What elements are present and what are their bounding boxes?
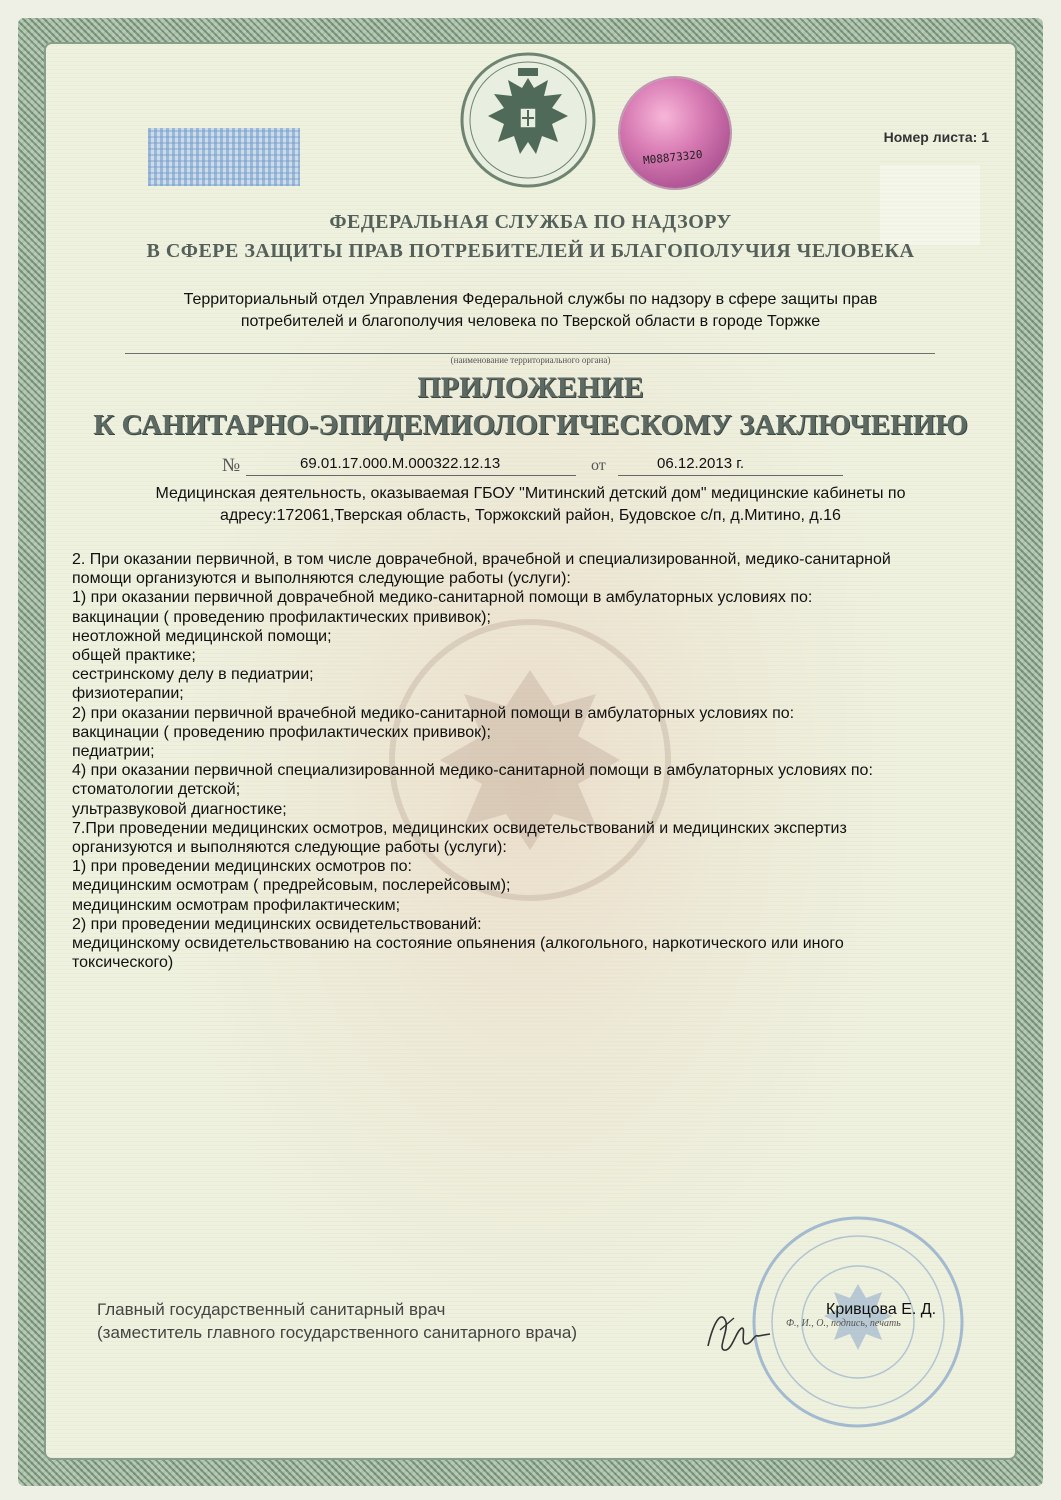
document-subtitle: К САНИТАРНО-ЭПИДЕМИОЛОГИЧЕСКОМУ ЗАКЛЮЧЕНИЮ [93, 409, 968, 441]
hologram-seal [620, 78, 730, 188]
service-line: медицинским осмотрам ( предрейсовым, послерейсовым); [72, 877, 511, 895]
sheet-number: Номер листа: 1 [883, 129, 989, 145]
agency-title-line2: В СФЕРЕ ЗАЩИТЫ ПРАВ ПОТРЕБИТЕЛЕЙ И БЛАГОПОЛУЧИЯ ЧЕЛОВЕКА [146, 240, 915, 262]
number-underline [246, 475, 576, 476]
position-line: (заместитель главного государственного санитарного врача) [97, 1323, 577, 1342]
service-line: неотложной медицинской помощи; [72, 627, 332, 645]
divider-line [125, 353, 935, 354]
service-line: ультразвуковой диагностике; [72, 800, 287, 818]
service-line: помощи организуются и выполняются следующие работы (услуги): [72, 570, 571, 588]
service-line: 1) при проведении медицинских осмотров по: [72, 858, 412, 876]
service-line: физиотерапии; [72, 685, 184, 703]
service-line: 2) при оказании первичной врачебной медико-санитарной помощи в амбулаторных условиях по: [72, 704, 795, 722]
service-line: стоматологии детской; [72, 781, 241, 799]
signer-name: Кривцова Е. Д. [826, 1301, 937, 1318]
territorial-line: Территориальный отдел Управления Федеральной службы по надзору в сфере защиты прав [183, 291, 878, 308]
number-sign: № [222, 455, 241, 476]
service-line: общей практике; [72, 647, 196, 665]
security-hologram-strip [148, 128, 300, 186]
service-line: сестринскому делу в педиатрии; [72, 666, 314, 684]
service-line: педиатрии; [72, 743, 155, 761]
service-line: 4) при оказании первичной специализированной медико-санитарной помощи в амбулаторных условиях по: [72, 762, 873, 780]
service-line: медицинским осмотрам профилактическим; [72, 896, 401, 914]
reference-row [0, 455, 1061, 479]
coat-of-arms-emblem [458, 50, 598, 190]
handwritten-signature [700, 1300, 790, 1360]
service-line: медицинскому освидетельствованию на состояние опьянения (алкогольного, наркотического или иного [72, 935, 844, 953]
activity-line: Медицинская деятельность, оказываемая ГБОУ "Митинский детский дом" медицинские кабинеты по [155, 485, 906, 502]
activity-description [78, 483, 983, 527]
services-list [72, 550, 992, 972]
service-line: 1) при оказании первичной доврачебной медико-санитарной помощи в амбулаторных условиях по: [72, 589, 813, 607]
conclusion-date: 06.12.2013 г. [657, 455, 745, 472]
activity-line: адресу:172061,Тверская область, Торжокский район, Будовское с/п, д.Митино, д.16 [220, 507, 841, 524]
service-line: 2) при проведении медицинских освидетельствований: [72, 915, 482, 933]
hologram-serial: M08873320 [642, 147, 704, 168]
service-line: вакцинации ( проведению профилактических прививок); [72, 608, 491, 626]
date-underline [618, 475, 843, 476]
signatory-position [97, 1298, 577, 1344]
agency-title-line1: ФЕДЕРАЛЬНАЯ СЛУЖБА ПО НАДЗОРУ [329, 211, 732, 233]
territorial-body [80, 289, 981, 333]
signer-caption: Ф., И., О., подпись, печать [786, 1318, 901, 1329]
service-line: 2. При оказании первичной, в том числе доврачебной, врачебной и специализированной, медико-санитарной [72, 551, 891, 568]
conclusion-number: 69.01.17.000.М.000322.12.13 [300, 455, 501, 472]
service-line: организуются и выполняются следующие работы (услуги): [72, 839, 507, 857]
territorial-line: потребителей и благополучия человека по Тверской области в городе Торжке [240, 313, 821, 330]
position-line: Главный государственный санитарный врач [97, 1300, 446, 1319]
service-line: вакцинации ( проведению профилактических прививок); [72, 723, 491, 741]
territorial-caption: (наименование территориального органа) [450, 355, 611, 365]
from-label: от [591, 457, 606, 474]
service-line: токсического) [72, 954, 174, 972]
document-title: ПРИЛОЖЕНИЕ [417, 371, 644, 404]
service-line: 7.При проведении медицинских осмотров, медицинских освидетельствований и медицинских экспертиз [72, 819, 847, 837]
